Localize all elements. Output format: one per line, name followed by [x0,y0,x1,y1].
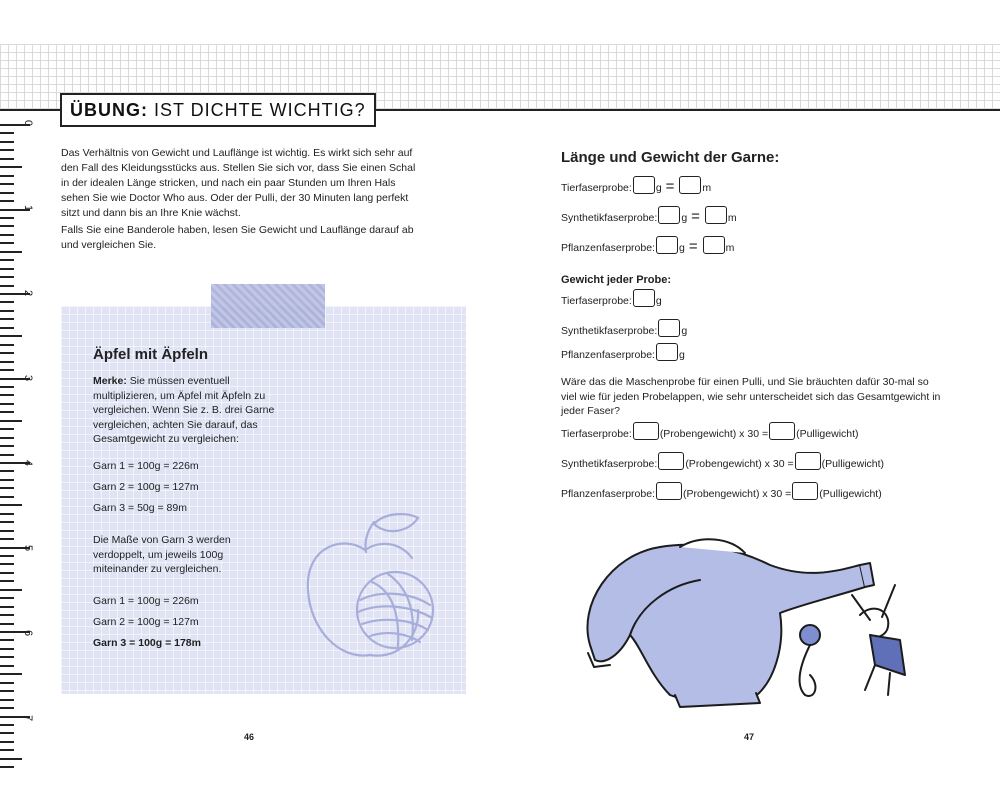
ruler-tick [0,538,14,540]
formula-text: (Pulligewicht) [821,458,885,470]
ruler-tick [0,183,14,185]
ruler-tick [0,158,14,160]
row-label: Synthetikfaserprobe: [561,325,658,337]
list-item: Garn 1 = 100g = 226m [93,595,199,607]
answer-box[interactable] [679,176,701,194]
unit-label: g [681,325,688,337]
unit-label: g [681,212,688,224]
ruler-tick [0,242,14,244]
note-label: Merke: [93,375,127,387]
ruler-tick [0,344,14,346]
ruler-tick [0,428,14,430]
tip-note [93,374,288,447]
ruler-tick [0,513,14,515]
equals-sign: = [665,178,675,195]
unit-label: g [678,349,685,361]
ruler-tick [0,732,14,734]
ruler-tick [0,580,14,582]
ruler-tick [0,361,14,363]
exercise-title-bold: ÜBUNG: [70,99,148,120]
unit-label: m [727,212,737,224]
unit-label: g [678,242,685,254]
ruler-tick [0,268,14,270]
ruler-tick [0,301,14,303]
ruler-tick [0,166,22,168]
intro-paragraph: Das Verhältnis von Gewicht und Lauflänge ist wichtig. Es wirkt sich sehr auf den Fall des Kleidungsstücks aus. Stellen Sie sich vor, dass Sie einen Schal in der idealen Länge stricken, und nach ein paar Stunden um Ihren Hals sehen Sie wie Doctor Who aus. Oder der Pulli, der 30 Minuten lang perfekt sitzt und dann bis an Ihre Knie wächst. [61,147,416,219]
answer-box[interactable] [633,176,655,194]
ruler-label: 3 [22,375,34,382]
formula-text: (Probengewicht) x 30 = [659,428,769,440]
length-row [561,206,737,224]
ruler-tick [0,141,14,143]
ruler-tick [0,149,14,151]
list-item: Garn 1 = 100g = 226m [93,460,199,472]
ruler-tick [0,403,14,405]
weight-row [561,289,662,307]
double-note: Die Maße von Garn 3 werden verdoppelt, um jeweils 100g miteinander zu vergleichen. [93,534,231,575]
ruler-tick [0,445,14,447]
ruler-tick [0,597,14,599]
ruler-tick [0,521,14,523]
ruler-tick [0,614,14,616]
row-label: Pflanzenfaserprobe: [561,488,655,500]
ruler-tick [0,175,14,177]
ruler-tick [0,420,22,422]
unit-label: m [702,182,712,194]
list-item: Garn 2 = 100g = 127m [93,481,199,493]
ruler-tick [0,563,14,565]
formula-text: (Probengewicht) x 30 = [685,458,794,470]
ruler-tick [0,487,14,489]
row-label: Pflanzenfaserprobe: [561,242,655,254]
total-row [561,422,859,440]
row-label: Tierfaserprobe: [561,182,632,194]
ruler-tick [0,682,14,684]
unit-label: m [725,242,735,254]
ruler-tick [0,639,14,641]
ruler-tick [0,673,22,675]
answer-box[interactable] [703,236,725,254]
washi-tape [211,284,325,328]
ruler-tick [0,690,14,692]
ruler-label: 4 [22,460,34,467]
ruler-tick [0,707,14,709]
ruler-tick [0,665,14,667]
ruler-tick [0,327,14,329]
length-row [561,236,734,254]
length-row [561,176,711,194]
total-row [561,452,884,470]
unit-label: g [655,182,662,194]
ruler-tick [0,724,14,726]
ruler-tick [0,276,14,278]
ruler-tick [0,259,14,261]
ruler-tick [0,758,22,760]
answer-box[interactable] [656,236,678,254]
question-text: Wäre das die Maschenprobe für einen Pulli, und Sie bräuchten dafür 30-mal so viel wie für jeden Probelappen, wie sehr unterscheidet sich das Gesamtgewicht in jeder Faser? [561,376,941,417]
page-number-right: 47 [744,732,755,742]
formula-text: (Probengewicht) x 30 = [682,488,792,500]
ruler-tick [0,234,14,236]
ruler-tick [0,369,14,371]
ruler-tick [0,699,14,701]
row-label: Pflanzenfaserprobe: [561,349,655,361]
page-number-left: 46 [244,732,255,742]
sweater-illustration [570,525,920,710]
ruler-tick [0,437,14,439]
ruler-tick [0,217,14,219]
row-label: Tierfaserprobe: [561,295,632,307]
answer-box[interactable] [658,452,684,470]
ruler-tick [0,504,22,506]
ruler-tick [0,479,14,481]
ruler-tick [0,200,14,202]
ruler-label: 1 [22,205,34,212]
ruler-tick [0,285,14,287]
list-item: Garn 3 = 100g = 178m [93,637,201,649]
row-label: Synthetikfaserprobe: [561,458,658,470]
answer-box[interactable] [656,482,682,500]
ruler-tick [0,411,14,413]
total-row [561,482,882,500]
ruler-tick [0,606,14,608]
unit-label: g [655,295,662,307]
answer-box[interactable] [792,482,818,500]
weight-row [561,319,687,337]
weight-row [561,343,685,361]
answer-box[interactable] [769,422,795,440]
ruler-tick [0,386,14,388]
ruler-tick [0,530,14,532]
ruler-tick [0,251,22,253]
ruler-tick [0,225,14,227]
tip-title: Äpfel mit Äpfeln [93,346,208,363]
answer-box[interactable] [795,452,821,470]
equals-sign: = [691,208,700,225]
ruler-tick [0,496,14,498]
ruler-tick [0,470,14,472]
ruler-label: 5 [22,545,34,552]
row-label: Tierfaserprobe: [561,428,632,440]
exercise-title-text: IST DICHTE WICHTIG? [154,99,366,120]
ruler-label: 7 [22,715,34,722]
ruler-label: 2 [22,290,34,297]
weight-subtitle: Gewicht jeder Probe: [561,274,672,286]
ruler-tick [0,352,14,354]
list-item: Garn 3 = 50g = 89m [93,502,187,514]
answer-box[interactable] [633,289,655,307]
ruler-tick [0,766,14,768]
ruler-tick [0,335,22,337]
answer-box[interactable] [705,206,727,224]
ruler-tick [0,132,14,134]
ruler-tick [0,555,14,557]
ruler-tick [0,454,14,456]
answer-box[interactable] [633,422,659,440]
ruler-tick [0,310,14,312]
ruler-label: 6 [22,630,34,637]
answer-box[interactable] [656,343,678,361]
ruler-tick [0,192,14,194]
formula-text: (Pulligewicht) [796,428,859,440]
ruler-tick [0,572,14,574]
exercise-title [60,93,376,127]
row-label: Synthetikfaserprobe: [561,212,658,224]
list-item: Garn 2 = 100g = 127m [93,616,199,628]
ruler-tick [0,741,14,743]
formula-text: (Pulligewicht) [819,488,882,500]
ruler-tick [0,656,14,658]
ruler-tick [0,318,14,320]
ruler [0,112,48,752]
ruler-label: 0 [22,120,34,127]
equals-sign: = [688,238,698,255]
note-text: Sie müssen eventuell multiplizieren, um Äpfel mit Äpfeln zu vergleichen. Wenn Sie z. B. drei Garne vergleichen, achten Sie darauf, das Gesamtgewicht zu vergleichen: [93,375,275,445]
banderole-paragraph: Falls Sie eine Banderole haben, lesen Sie Gewicht und Lauflänge darauf ab und vergleichen Sie. [61,224,414,251]
ruler-tick [0,623,14,625]
apple-yarn-illustration [300,510,450,670]
ruler-tick [0,394,14,396]
answer-box[interactable] [658,319,680,337]
ruler-tick [0,749,14,751]
yarn-section-title: Länge und Gewicht der Garne: [561,149,780,166]
answer-box[interactable] [658,206,680,224]
ruler-tick [0,589,22,591]
ruler-tick [0,648,14,650]
